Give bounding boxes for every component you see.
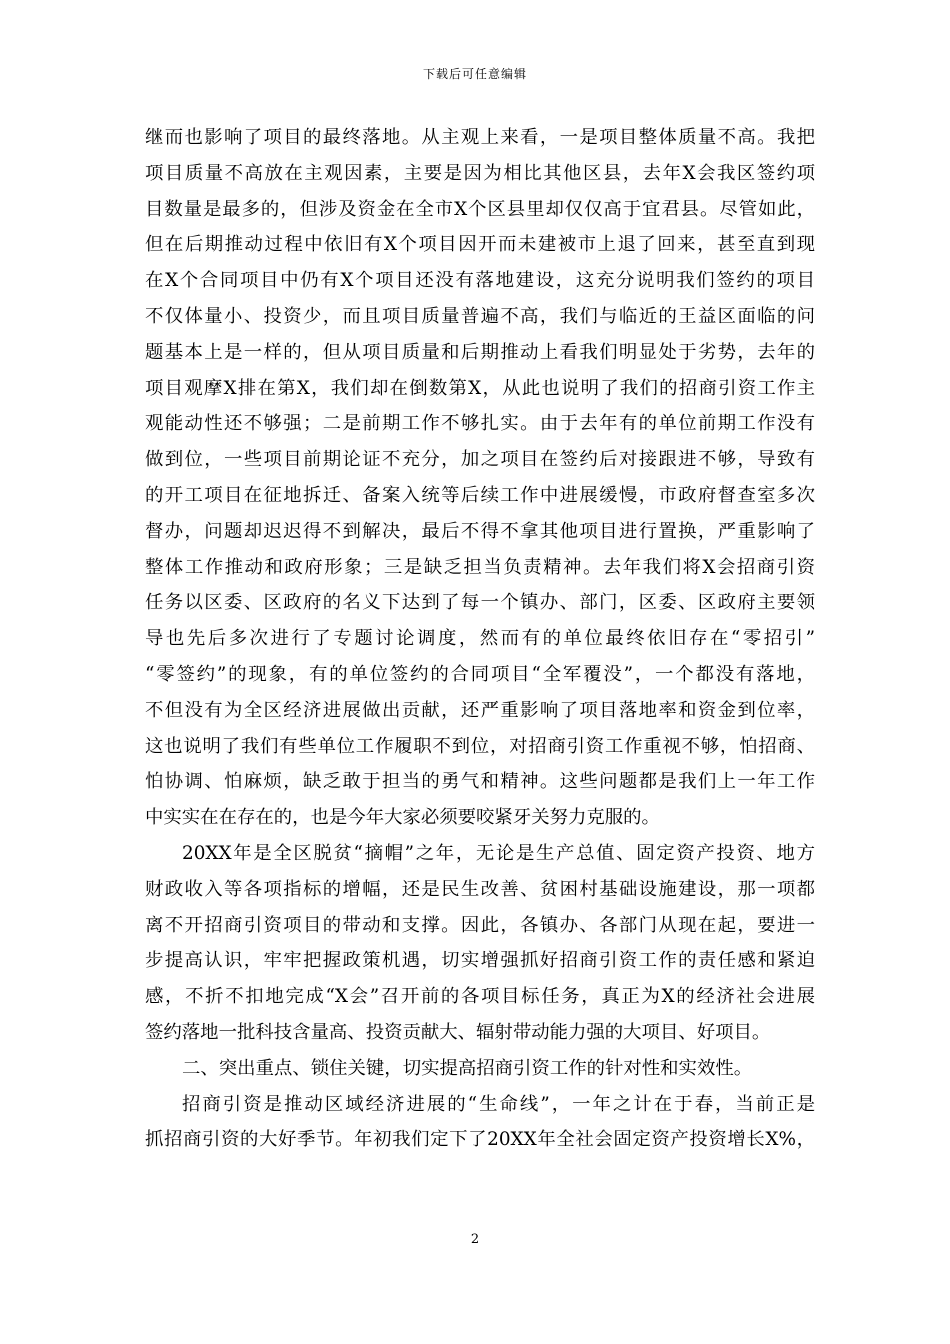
body-line: 项目观摩X排在第X，我们却在倒数第X，从此也说明了我们的招商引资工作主 — [145, 377, 815, 399]
body-line: 步提高认识，牢牢把握政策机遇，切实增强抓好招商引资工作的责任感和紧迫 — [145, 950, 815, 972]
body-line: 整体工作推动和政府形象；三是缺乏担当负责精神。去年我们将X会招商引资 — [145, 556, 815, 578]
body-line: 题基本上是一样的，但从项目质量和后期推动上看我们明显处于劣势，去年的 — [145, 341, 815, 363]
body-line: 做到位，一些项目前期论证不充分，加之项目在签约后对接跟进不够，导致有 — [145, 449, 815, 471]
body-line: 招商引资是推动区域经济进展的“生命线”，一年之计在于春，当前正是 — [182, 1093, 815, 1115]
body-line: 20XX年是全区脱贫“摘帽”之年，无论是生产总值、固定资产投资、地方 — [182, 842, 815, 864]
body-line: 继而也影响了项目的最终落地。从主观上来看，一是项目整体质量不高。我把 — [145, 127, 815, 148]
body-line: 观能动性还不够强；二是前期工作不够扎实。由于去年有的单位前期工作没有 — [145, 413, 815, 435]
body-line: 在X个合同项目中仍有X个项目还没有落地建设，这充分说明我们签约的项目 — [145, 270, 815, 292]
body-line: 中实实在在存在的，也是今年大家必须要咬紧牙关努力克服的。 — [145, 807, 660, 829]
body-line: 不仅体量小、投资少，而且项目质量普遍不高，我们与临近的王益区面临的问 — [145, 305, 815, 327]
document-body — [145, 120, 815, 1158]
body-line: 签约落地一批科技含量高、投资贡献大、辐射带动能力强的大项目、好项目。 — [145, 1021, 771, 1043]
body-line: 目数量是最多的，但涉及资金在全市X个区县里却仅仅高于宜君县。尽管如此， — [145, 198, 815, 220]
body-line: 项目质量不高放在主观因素，主要是因为相比其他区县，去年X会我区签约项 — [145, 162, 815, 184]
body-line: 督办，问题却迟迟得不到解决，最后不得不拿其他项目进行置换，严重影响了 — [145, 520, 815, 542]
body-line: 的开工项目在征地拆迁、备案入统等后续工作中进展缓慢，市政府督查室多次 — [145, 484, 815, 506]
page-number: 2 — [470, 1232, 480, 1247]
body-line: 不但没有为全区经济进展做出贡献，还严重影响了项目落地率和资金到位率， — [145, 699, 815, 721]
body-line: 这也说明了我们有些单位工作履职不到位，对招商引资工作重视不够，怕招商、 — [145, 735, 815, 757]
body-line: 怕协调、怕麻烦，缺乏敢于担当的勇气和精神。这些问题都是我们上一年工作 — [145, 771, 815, 793]
body-line: 感，不折不扣地完成“X会”召开前的各项目标任务，真正为X的经济社会进展 — [145, 986, 815, 1008]
body-line: 财政收入等各项指标的增幅，还是民生改善、贫困村基础设施建设，那一项都 — [145, 878, 815, 900]
body-line: 任务以区委、区政府的名义下达到了每一个镇办、部门，区委、区政府主要领 — [145, 592, 815, 614]
body-line: “零签约”的现象，有的单位签约的合同项目“全军覆没”，一个都没有落地， — [145, 663, 815, 685]
body-line: 导也先后多次进行了专题讨论调度，然而有的单位最终依旧存在“零招引” — [145, 628, 815, 650]
body-line: 离不开招商引资项目的带动和支撑。因此，各镇办、各部门从现在起，要进一 — [145, 914, 815, 936]
section-heading: 二、突出重点、锁住关键，切实提高招商引资工作的针对性和实效性。 — [182, 1057, 753, 1079]
page-header: 下载后可任意编辑 — [422, 67, 527, 81]
body-line: 但在后期推动过程中依旧有X个项目因开而未建被市上退了回来，甚至直到现 — [145, 234, 815, 256]
body-line: 抓招商引资的大好季节。年初我们定下了20XX年全社会固定资产投资增长X%， — [145, 1129, 815, 1151]
